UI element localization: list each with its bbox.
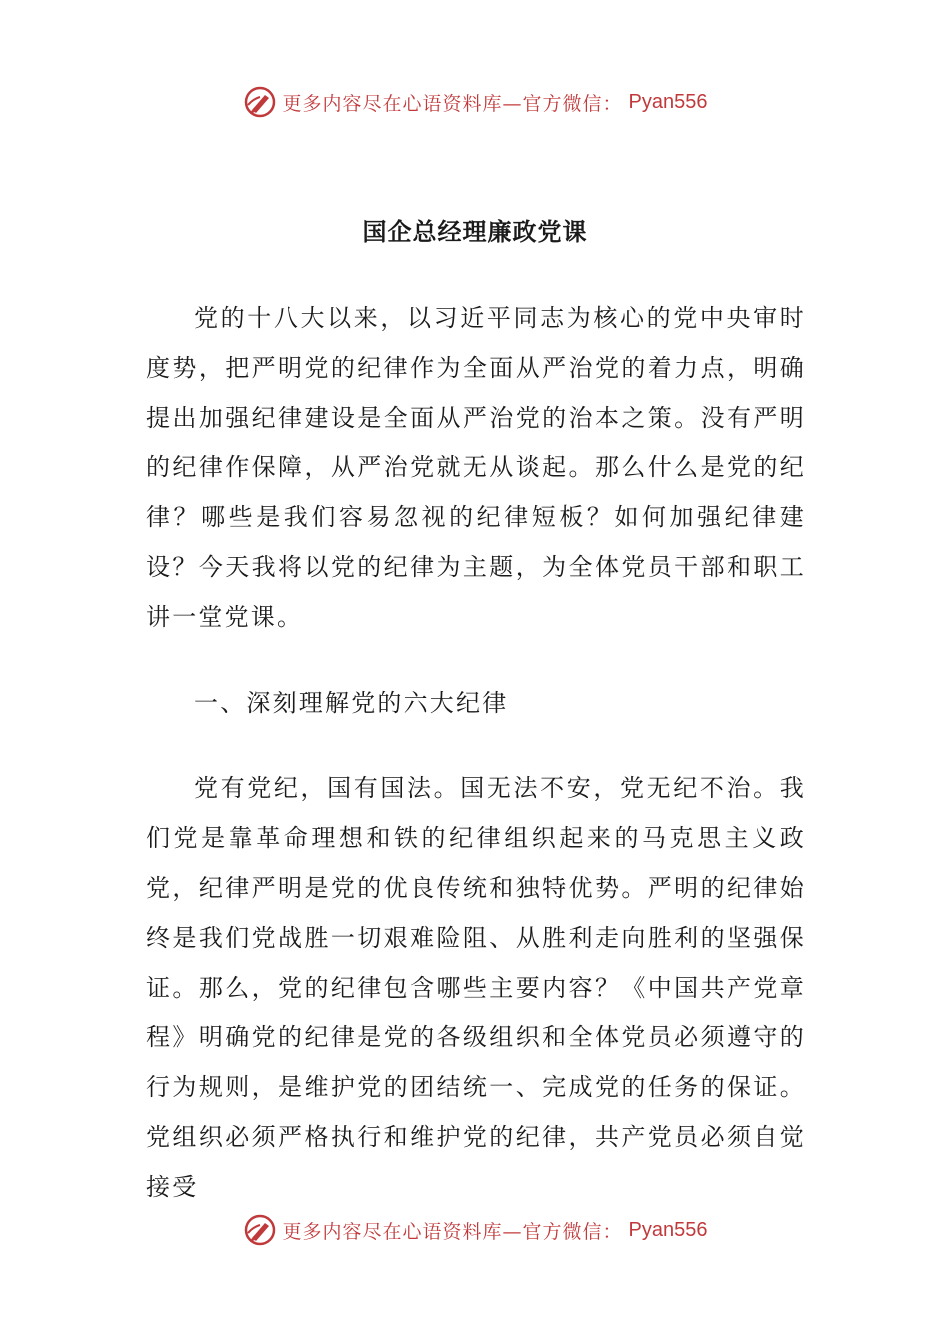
watermark-text: 更多内容尽在心语资料库—官方微信： [282, 92, 623, 115]
intro-paragraph: 党的十八大以来，以习近平同志为核心的党中央审时度势，把严明党的纪律作为全面从严治党的着力点，明确提出加强纪律建设是全面从严治党的治本之策。没有严明的纪律作保障，从严治党就无从谈起。那么什么是党的纪律？哪些是我们容易忽视的纪律短板？如何加强纪律建设？今天我将以党的纪律为主题，为全体党员干部和职工讲一堂党课。 [146, 304, 806, 631]
pen-logo-icon [243, 85, 277, 119]
section-paragraph: 党有党纪，国有国法。国无法不安，党无纪不治。我们党是靠革命理想和铁的纪律组织起来的马克思主义政党，纪律严明是党的优良传统和独特优势。严明的纪律始终是我们党战胜一切艰难险阻、从胜利走向胜利的坚强保证。那么，党的纪律包含哪些主要内容？《中国共产党章程》明确党的纪律是党的各级组织和全体党员必须遵守的行为规则，是维护党的团结统一、完成党的任务的保证。党组织必须严格执行和维护党的纪律，共产党员必须自觉接受 [146, 774, 806, 1201]
footer-watermark [0, 1210, 950, 1250]
header-watermark [0, 82, 950, 122]
watermark-wechat-id: Pyan556 [628, 90, 708, 113]
pen-logo-icon [243, 1213, 277, 1247]
section-heading: 一、深刻理解党的六大纪律 [194, 688, 509, 717]
watermark-wechat-id: Pyan556 [628, 1218, 708, 1241]
document-title: 国企总经理廉政党课 [362, 218, 588, 246]
watermark-text: 更多内容尽在心语资料库—官方微信： [282, 1220, 623, 1243]
document-body [146, 294, 806, 1213]
